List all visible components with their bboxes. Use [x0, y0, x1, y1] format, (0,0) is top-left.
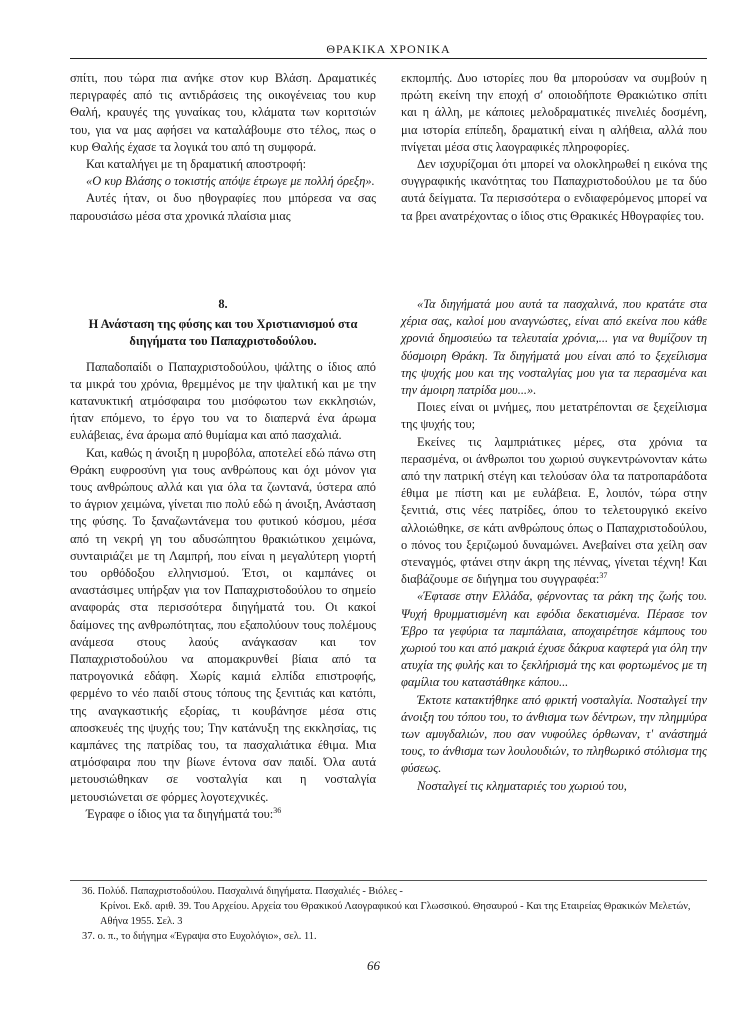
paragraph: σπίτι, που τώρα πια ανήκε στον κυρ Βλάση. Δραματικές περιγραφές από τις αντιδράσεις της οικογένειας του κυρ Θαλή, κραυγές της γυναίκας του, κλάματα των κοριτσιών του, για να μας αφήσει να καταλάβουμε στο τέλος, πως ο κυρ Θαλής έχασε τα λογικά του από τη συμφορά.	[70, 71, 376, 154]
paragraph: Αυτές ήταν, οι δυο ηθογραφίες που μπόρεσα να σας παρουσιάσω μέσα στα χρονικά πλαίσια μιας	[70, 191, 376, 223]
right-column-bottom	[401, 296, 707, 795]
paragraph: εκπομπής. Δυο ιστορίες που θα μπορούσαν να συμβούν η πρώτη εκείνη την εποχή σ' οποιοδήποτε Θρακιώτικο σπίτι και η άλλη, με κάποιες μελοδραματικές πινελιές δοσμένη, μια ιστορία επίπεδη, δραματική είναι η αλήθεια, αλλά που πνίγεται μέσα στις λαογραφικές πληροφορίες.	[401, 71, 707, 154]
footnote-rule	[70, 880, 707, 881]
paragraph: Και καταλήγει με τη δραματική αποστροφή:	[86, 157, 307, 172]
header-rule	[70, 58, 707, 59]
footnote-ref: 36	[273, 805, 282, 815]
paragraph: Δεν ισχυρίζομαι ότι μπορεί να ολοκληρωθεί η εικόνα της συγγραφικής ικανότητας του Παπαχριστοδούλου με τα δύο αυτά δείγματα. Τα περισσότερα ο ενδιαφερόμενος μπορεί να τα βρει ανατρέχοντας ο ίδιος στις Θρακικές Ηθογραφίες του.	[401, 157, 707, 223]
quote: Νοσταλγεί τις κληματαριές του χωριού του,	[417, 778, 627, 793]
left-column-top	[70, 70, 376, 225]
section-title: Η Ανάσταση της φύσης και του Χριστιανισμού στα διηγήματα του Παπαχριστοδούλου.	[88, 317, 358, 349]
footnote-36-continued: Κρίνοι. Εκδ. αριθ. 39. Του Αρχείου. Αρχεία του Θρακικού Λαογραφικού και Γλωσσικού. Θησαυρού - Και της Εταιρείας Θρακικών Μελετών, Αθήνα 1955. Σελ. 3	[100, 901, 691, 927]
footnote-37: 37. ο. π., το διήγημα «Έγραψα στο Ευχολόγιο», σελ. 11.	[82, 931, 317, 942]
paragraph-text: Έγραφε ο ίδιος για τα διηγήματά του:	[86, 806, 274, 821]
paragraph: Παπαδοπαίδι ο Παπαχριστοδούλου, ψάλτης ο ίδιος από τα μικρά του χρόνια, θρεμμένος με την ψαλτική και με την κατανυκτική ατμόσφαιρα του μισόφωτου των εκκλησιών, ήταν επόμενο, το έργο του να το διαπερνά ένα άρωμα ευλάβειας, ένα άρωμα από θυμίαμα και από πασχαλιά.	[70, 359, 376, 443]
page-number: 66	[367, 958, 380, 973]
quote: «Τα διηγήματά μου αυτά τα πασχαλινά, που κρατάτε στα χέρια σας, καλοί μου αναγνώστες, είναι από εκείνα που κάθε χρονιά δημοσιεύω τα τελευταία χρόνια,... για να θυμίζουν τη δύσμοιρη Θράκη. Τα διηγήματά μου είναι από το ξεχείλισμα της ψυχής μου και της νοσταλγίας μου για τα περασμένα και την άμοιρη πατρίδα μου...».	[401, 297, 707, 398]
left-column-bottom	[70, 296, 376, 823]
footnote-36: 36. Πολύδ. Παπαχριστοδούλου. Πασχαλινά διηγήματα. Πασχαλιές - Βιόλες -	[82, 886, 403, 897]
paragraph: Και, καθώς η άνοιξη η μυροβόλα, αποτελεί εδώ πάνω στη Θράκη ευφροσύνη για τους ανθρώπους και όχι μόνον για τους ανθρώπους αλλά και για όλα τα ζωντανά, ύστερα από το άγριον χειμώνα, γίνεται πιο πολύ εδώ η άνοιξη, Ανάσταση της φύσης. Το ξαναζωντάνεμα του φυτικού κόσμου, μέσα από τη νεκρή γη του αδυσώπητου θρακιώτικου χειμώνα, συνταιριάζει με τη Λαμπρή, που είναι η μεγαλύτερη γιορτή του ορθόδοξου ελληνισμού. Έτσι, οι καμπάνες οι αναστάσιμες υπήρξαν για τον Παπαχριστοδούλου το σημείο αναφοράς στα περισσότερα διηγήματά του. Οι κακοί δαίμονες της ανθρωπότητας, που εξαπολύουν τους πολέμους ανάμεσα στους λαούς ανάγκασαν και τον Παπαχριστοδούλου να απομακρυνθεί βίαια από τα πατρογονικά εδάφη. Χωρίς καμιά ελπίδα επιστροφής, φερμένο το νέο παιδί στους τόπους της ξενιτιάς και κατόπι, της αναγκαστικής εξορίας, τι κουβάνησε μέσα στις αποσκευές της ψυχής του; Την κατάνυξη της εκκλησίας, τις καμπάνες της πατρίδας του, τα πασχαλιάτικα έθιμα. Μια ατμόσφαιρα που την βίωνε έντονα σαν παιδί. Όλα αυτά μετουσιώθηκαν σε νοσταλγία και η νοσταλγία μετουσιώνεται σε φόρμες λογοτεχνικές.	[70, 445, 376, 804]
quote: «Έφτασε στην Ελλάδα, φέρνοντας τα ράκη της ζωής του. Ψυχή θρυμματισμένη και εφόδια δεκατισμένα. Πέρασε τον Έβρο τα γεφύρια τα παμπάλαια, αποχαιρέτησε κάμπους του χωριού του και από μακριά έχυσε δάκρυα καφτερά για όλη την ατυχία της φυλής και το ξεκλήρισμά της και φορτωμένος με τη φαμίλια του καταστάθηκε κάπου...	[401, 589, 707, 690]
quote: Έκτοτε κατακτήθηκε από φρικτή νοσταλγία. Νοσταλγεί την άνοιξη του τόπου του, το άνθισμα των δέντρων, την πλημμύρα των αμυγδαλιών, που σαν νυφούλες όρθωναν, τ' ανάστημά τους, το άνθισμα των λουλουδιών, το πληθωρικό στόλισμα της φύσεως.	[401, 692, 707, 776]
paragraph	[70, 806, 376, 823]
quote: «Ο κυρ Βλάσης ο τοκιστής απόψε έτρωγε με πολλή όρεξη».	[86, 174, 375, 189]
paragraph: Ποιες είναι οι μνήμες, που μετατρέπονται σε ξεχείλισμα της ψυχής του;	[401, 400, 707, 432]
footnotes	[70, 884, 707, 944]
section-number: 8.	[218, 297, 228, 311]
running-head: ΘΡΑΚΙΚΑ ΧΡΟΝΙΚΑ	[326, 42, 451, 56]
paragraph-text: Εκείνες τις λαμπριάτικες μέρες, στα χρόνια τα περασμένα, οι άνθρωποι του χωριού συγκεντρώνονταν κάτω από την πατρική στέγη και τελούσαν όλα τα πατροπαράδοτα έθιμα με πίστη και με ευλάβεια. Ε, λοιπόν, τώρα στην ξενιτιά, στις νέες πατρίδες, όπου το τελετουργικό εκείνο αλλοιώθηκε, σε κάτι ανθρώπους όπως ο Παπαχριστοδούλου, ο πόνος του ξεριζωμού δυναμώνει. Ανεβαίνει στα χείλη σαν στεναγμός, φτάνει στην άκρη της πέννας, γίνεται τέχνη! Και διαβάζουμε σε διήγημα του συγγραφέα:	[401, 434, 707, 587]
paragraph	[401, 434, 707, 589]
right-column-top	[401, 70, 707, 225]
footnote-ref: 37	[599, 571, 608, 581]
